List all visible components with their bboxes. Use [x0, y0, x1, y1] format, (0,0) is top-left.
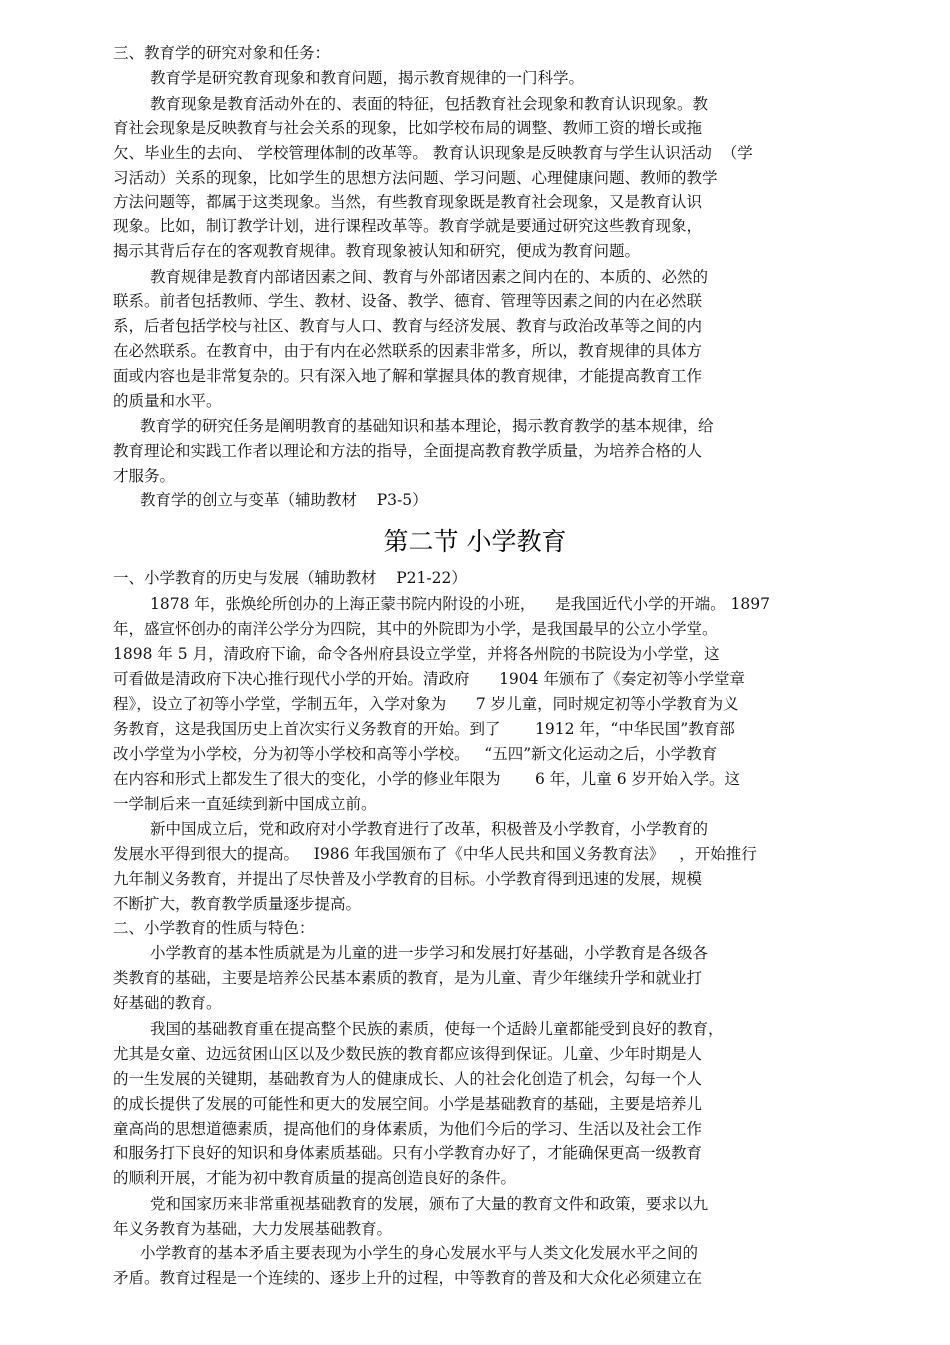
paragraph-line: 联系。前者包括教师、学生、教材、设备、教学、德育、管理等因素之间的内在必然联 [113, 292, 703, 310]
chapter-section-title: 第二节 小学教育 [383, 527, 567, 556]
paragraph-line: 教育学是研究教育现象和教育问题，揭示教育规律的一门科学。 [150, 69, 585, 87]
paragraph-line: 可看做是清政府下决心推行现代小学的开始。清政府 1904 年颁布了《奏定初等小学堂章 [113, 670, 745, 688]
paragraph-line: 小学教育的基本矛盾主要表现为小学生的身心发展水平与人类文化发展水平之间的 [140, 1244, 699, 1262]
section-heading-nature: 二、小学教育的性质与特色： [113, 919, 315, 937]
paragraph-line: 的成长提供了发展的可能性和更大的发展空间。小学是基础教育的基础，主要是培养儿 [113, 1095, 703, 1113]
paragraph-line: 矛盾。教育过程是一个连续的、逐步上升的过程，中等教育的普及和大众化必须建立在 [113, 1269, 703, 1287]
paragraph-line: 一学制后来一直延续到新中国成立前。 [113, 795, 377, 813]
paragraph-line: 小学教育的基本性质就是为儿童的进一步学习和发展打好基础，小学教育是各级各 [150, 944, 709, 962]
paragraph-line: 改小学堂为小学校，分为初等小学校和高等小学校。 “五四”新文化运动之后，小学教育 [113, 745, 718, 763]
paragraph-line: 系，后者包括学校与社区、教育与人口、教育与经济发展、教育与政治改革等之间的内 [113, 317, 703, 335]
paragraph-line: 发展水平得到很大的提高。 I986 年我国颁布了《中华人民共和国义务教育法》 ，开始推行 [113, 845, 757, 863]
paragraph-line: 才服务。 [113, 467, 176, 485]
paragraph-line: 和服务打下良好的知识和身体素质基础。只有小学教育办好了，才能确保更高一级教育 [113, 1144, 703, 1162]
paragraph-line: 欠、毕业生的去向、 学校管理体制的改革等。 教育认识现象是反映教育与学生认识活动 （学 [113, 144, 753, 162]
paragraph-line: 面或内容也是非常复杂的。只有深入地了解和掌握具体的教育规律，才能提高教育工作 [113, 367, 703, 385]
paragraph-line: 教育理论和实践工作者以理论和方法的指导，全面提高教育教学质量，为培养合格的人 [113, 442, 703, 460]
paragraph-line: 在内容和形式上都发生了很大的变化，小学的修业年限为 6 年，儿童 6 岁开始入学。这 [113, 770, 740, 788]
paragraph-line: 童高尚的思想道德素质，提高他们的身体素质，为他们今后的学习、生活以及社会工作 [113, 1120, 703, 1138]
paragraph-line: 的顺利开展，才能为初中教育质量的提高创造良好的条件。 [113, 1169, 517, 1187]
paragraph-line: 揭示其背后存在的客观教育规律。教育现象被认知和研究，便成为教育问题。 [113, 242, 641, 260]
paragraph-line: 新中国成立后，党和政府对小学教育进行了改革，积极普及小学教育，小学教育的 [150, 820, 709, 838]
paragraph-line: 党和国家历来非常重视基础教育的发展，颁布了大量的教育文件和政策，要求以九 [150, 1195, 709, 1213]
paragraph-line: 教育现象是教育活动外在的、表面的特征，包括教育社会现象和教育认识现象。教 [150, 95, 709, 113]
paragraph-line: 方法问题等，都属于这类现象。当然，有些教育现象既是教育社会现象，又是教育认识 [113, 193, 703, 211]
paragraph-line: 好基础的教育。 [113, 994, 222, 1012]
paragraph-line: 我国的基础教育重在提高整个民族的素质，使每一个适龄儿童都能受到良好的教育， [150, 1020, 724, 1038]
paragraph-line: 习活动）关系的现象，比如学生的思想方法问题、学习问题、心理健康问题、教师的教学 [113, 169, 718, 187]
section-heading-research-object: 三、教育学的研究对象和任务： [113, 44, 331, 62]
paragraph-line: 的质量和水平。 [113, 392, 222, 410]
paragraph-line: 1898 年 5 月，清政府下谕，命令各州府县设立学堂，并将各州院的书院设为小学堂，这 [113, 645, 720, 663]
paragraph-line: 教育学的创立与变革（辅助教材 P3-5） [140, 491, 428, 509]
paragraph-line: 九年制义务教育，并提出了尽快普及小学教育的目标。小学教育得到迅速的发展，规模 [113, 870, 703, 888]
paragraph-line: 现象。比如，制订教学计划，进行课程改革等。教育学就是要通过研究这些教育现象， [113, 217, 703, 235]
paragraph-line: 务教育，这是我国历史上首次实行义务教育的开始。到了 1912 年，“中华民国”教育部 [113, 720, 735, 738]
paragraph-line: 1878 年，张焕纶所创办的上海正蒙书院内附设的小班， 是我国近代小学的开端。 1897 [150, 595, 770, 613]
paragraph-line: 教育规律是教育内部诸因素之间、教育与外部诸因素之间内在的、本质的、必然的 [150, 268, 709, 286]
section-heading-history: 一、小学教育的历史与发展（辅助教材 P21-22） [113, 569, 467, 587]
paragraph-line: 类教育的基础，主要是培养公民基本素质的教育，是为儿童、青少年继续升学和就业打 [113, 969, 703, 987]
paragraph-line: 在必然联系。在教育中，由于有内在必然联系的因素非常多，所以，教育规律的具体方 [113, 342, 703, 360]
paragraph-line: 程》，设立了初等小学堂，学制五年，入学对象为 7 岁儿童，同时规定初等小学教育为义 [113, 695, 739, 713]
paragraph-line: 教育学的研究任务是阐明教育的基础知识和基本理论，揭示教育教学的基本规律，给 [140, 417, 714, 435]
paragraph-line: 的一生发展的关键期，基础教育为人的健康成长、人的社会化创造了机会，勾每一个人 [113, 1070, 703, 1088]
paragraph-line: 年义务教育为基础，大力发展基础教育。 [113, 1220, 393, 1238]
paragraph-line: 育社会现象是反映教育与社会关系的现象，比如学校布局的调整、教师工资的增长或拖 [113, 119, 703, 137]
paragraph-line: 年，盛宣怀创办的南洋公学分为四院，其中的外院即为小学，是我国最早的公立小学堂。 [113, 620, 718, 638]
paragraph-line: 不断扩大，教育教学质量逐步提高。 [113, 895, 362, 913]
paragraph-line: 尤其是女童、边远贫困山区以及少数民族的教育都应该得到保证。儿童、少年时期是人 [113, 1045, 703, 1063]
